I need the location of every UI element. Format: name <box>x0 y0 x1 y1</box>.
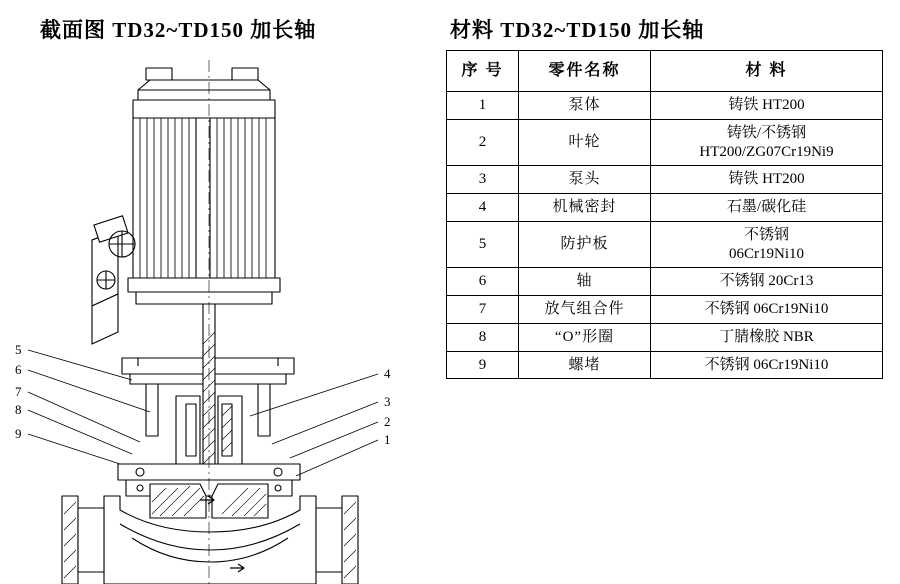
table-row <box>447 92 883 120</box>
header-material: 材 料 <box>651 51 883 92</box>
table-row <box>447 323 883 351</box>
material-table-panel <box>442 0 900 584</box>
cell-material: 不锈钢 06Cr19Ni10 <box>651 296 883 324</box>
cell-material: 铸铁/不锈钢 HT200/ZG07Cr19Ni9 <box>651 119 883 166</box>
cell-no: 6 <box>447 268 519 296</box>
cell-material: 丁腈橡胶 NBR <box>651 323 883 351</box>
cell-part-name: 泵体 <box>519 92 651 120</box>
cell-part-name: 防护板 <box>519 221 651 268</box>
cell-material: 铸铁 HT200 <box>651 92 883 120</box>
callout-1: 1 <box>384 432 391 447</box>
cell-no: 1 <box>447 92 519 120</box>
callout-9: 9 <box>15 426 22 441</box>
cell-part-name: 轴 <box>519 268 651 296</box>
cell-no: 7 <box>447 296 519 324</box>
left-panel-title: 截面图 TD32~TD150 加长轴 <box>40 18 317 42</box>
table-row <box>447 351 883 379</box>
table-row <box>447 296 883 324</box>
header-no: 序 号 <box>447 51 519 92</box>
header-part: 零件名称 <box>519 51 651 92</box>
cell-part-name: 放气组合件 <box>519 296 651 324</box>
cell-no: 9 <box>447 351 519 379</box>
right-panel-title: 材料 TD32~TD150 加长轴 <box>450 18 705 42</box>
cell-material: 铸铁 HT200 <box>651 166 883 194</box>
pump-section-drawing <box>0 44 430 584</box>
cell-no: 4 <box>447 194 519 222</box>
cell-no: 5 <box>447 221 519 268</box>
cell-no: 2 <box>447 119 519 166</box>
table-header-row <box>447 51 883 92</box>
callout-2: 2 <box>384 414 391 429</box>
cell-part-name: 机械密封 <box>519 194 651 222</box>
table-row <box>447 166 883 194</box>
callout-6: 6 <box>15 362 22 377</box>
cell-part-name: 叶轮 <box>519 119 651 166</box>
cell-material: 石墨/碳化硅 <box>651 194 883 222</box>
table-row <box>447 268 883 296</box>
cell-material: 不锈钢 06Cr19Ni10 <box>651 221 883 268</box>
callout-4: 4 <box>384 366 391 381</box>
cell-part-name: 泵头 <box>519 166 651 194</box>
callout-5: 5 <box>15 342 22 357</box>
cell-material: 不锈钢 20Cr13 <box>651 268 883 296</box>
sectional-drawing-panel <box>0 0 430 584</box>
table-row <box>447 119 883 166</box>
cell-material: 不锈钢 06Cr19Ni10 <box>651 351 883 379</box>
cell-part-name: 螺堵 <box>519 351 651 379</box>
material-table-body <box>447 92 883 379</box>
table-row <box>447 221 883 268</box>
cell-no: 3 <box>447 166 519 194</box>
table-row <box>447 194 883 222</box>
material-table <box>446 50 883 379</box>
cell-part-name: “O”形圈 <box>519 323 651 351</box>
cell-no: 8 <box>447 323 519 351</box>
callout-7: 7 <box>15 384 22 399</box>
callout-3: 3 <box>384 394 391 409</box>
callout-8: 8 <box>15 402 22 417</box>
